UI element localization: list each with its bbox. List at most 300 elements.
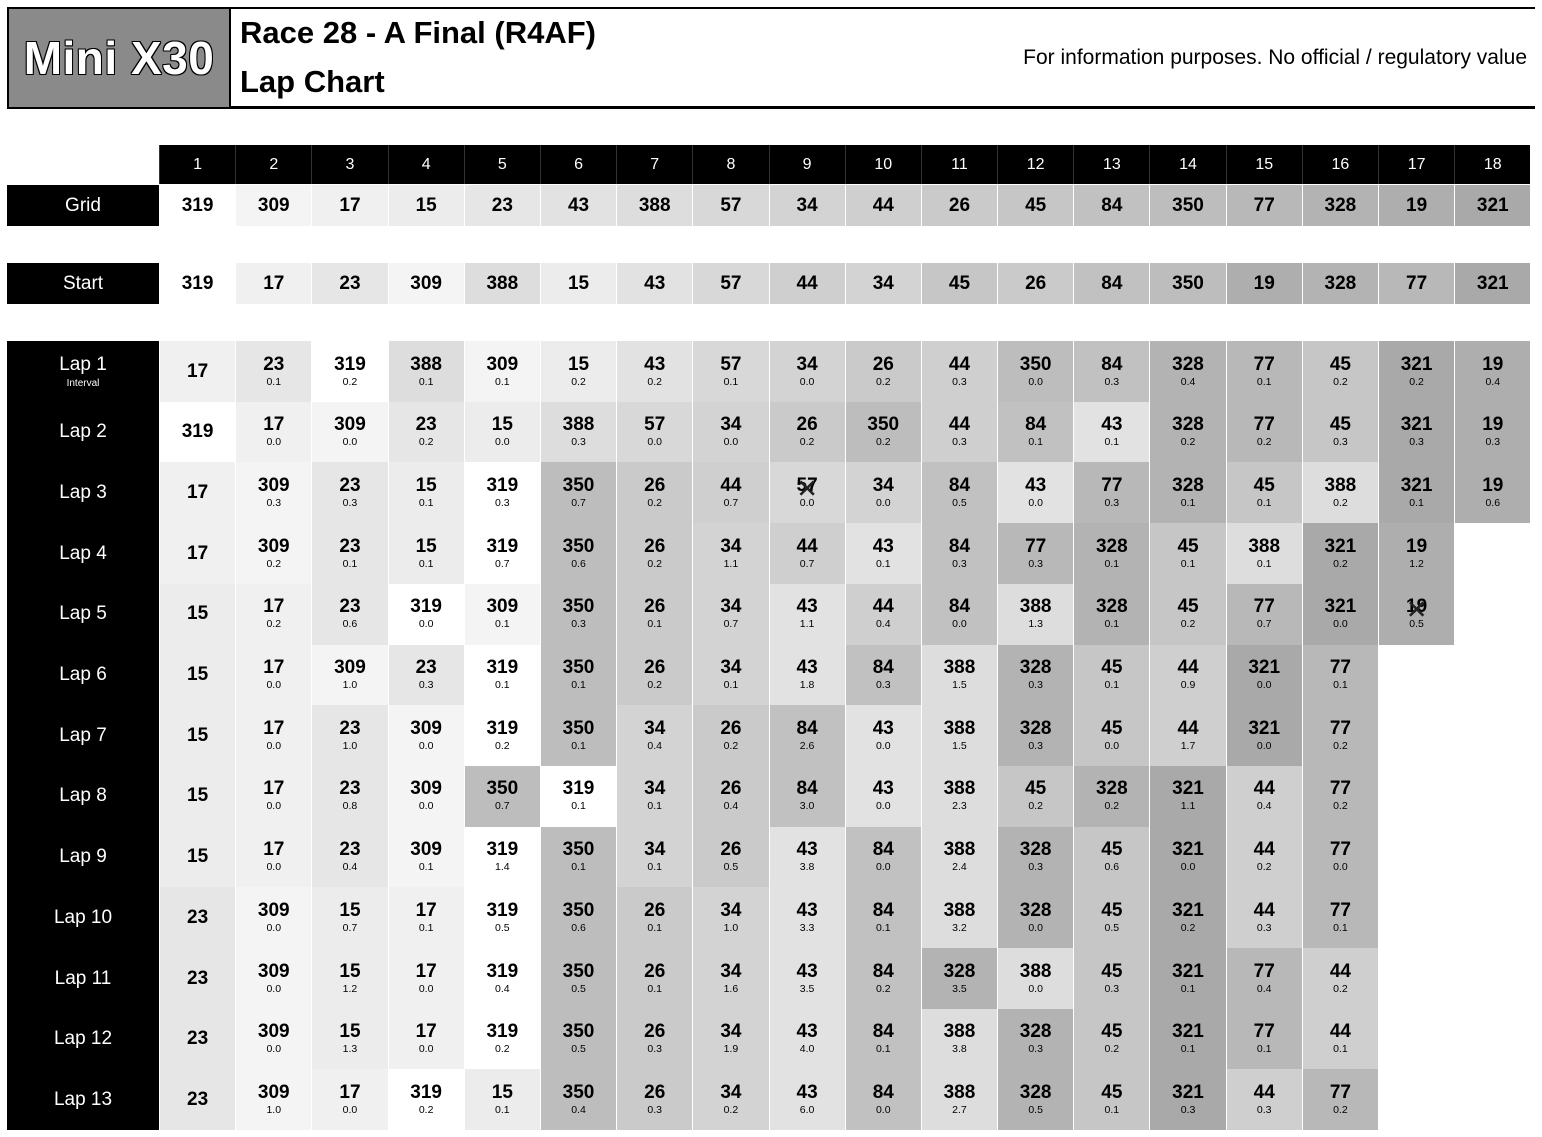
driver-cell <box>388 1069 464 1130</box>
row-label-text: Lap 7 <box>59 724 107 746</box>
kart-number: 23 <box>491 194 513 216</box>
kart-number: 388 <box>1019 596 1052 618</box>
interval-value: 0.3 <box>952 557 967 570</box>
kart-number: 388 <box>638 194 671 216</box>
interval-value: 1.7 <box>1180 739 1196 752</box>
interval-value: 0.1 <box>1409 496 1424 509</box>
driver-cell <box>769 462 845 523</box>
driver-cell <box>540 1009 616 1070</box>
position-header: 8 <box>692 145 768 184</box>
interval-value: 0.0 <box>1104 739 1120 752</box>
kart-number: 44 <box>796 535 818 557</box>
kart-number: 319 <box>486 1021 519 1043</box>
driver-cell <box>616 462 692 523</box>
kart-number: 17 <box>415 899 437 921</box>
interval-value: 0.3 <box>647 1043 663 1056</box>
interval-value: 0.7 <box>571 496 586 509</box>
driver-cell <box>388 766 464 827</box>
driver-cell <box>692 462 768 523</box>
interval-value: 0.2 <box>342 375 358 388</box>
kart-number: 321 <box>1248 717 1281 739</box>
driver-cell <box>311 402 387 463</box>
driver-cell <box>464 766 540 827</box>
interval-value: 0.0 <box>952 618 967 631</box>
driver-cell <box>845 645 921 706</box>
driver-cell <box>616 1009 692 1070</box>
driver-cell <box>1226 402 1302 463</box>
interval-value: 0.1 <box>342 557 358 570</box>
driver-cell <box>159 645 235 706</box>
driver-cell <box>159 1009 235 1070</box>
driver-cell <box>464 523 540 584</box>
driver-cell <box>769 1069 845 1130</box>
driver-cell <box>311 705 387 766</box>
kart-number: 57 ✕ <box>797 476 818 496</box>
driver-cell <box>921 827 997 888</box>
kart-number: 350 <box>1019 353 1052 375</box>
kart-number: 350 <box>562 474 595 496</box>
kart-number: 26 <box>644 1021 666 1043</box>
kart-number: 328 <box>1095 535 1128 557</box>
interval-value: 0.2 <box>1180 921 1196 934</box>
kart-number: 15 <box>415 474 437 496</box>
interval-value: 0.2 <box>1333 375 1348 388</box>
lap-row <box>7 766 1378 827</box>
driver-cell <box>1378 402 1454 463</box>
kart-number: 26 <box>720 839 742 861</box>
kart-number: 43 <box>1101 414 1123 436</box>
driver-cell <box>692 948 768 1009</box>
kart-number: 84 <box>796 778 818 800</box>
kart-number: 328 <box>1324 272 1357 294</box>
interval-value: 0.2 <box>1180 436 1196 449</box>
kart-number: 321 <box>1400 474 1433 496</box>
driver-cell <box>540 766 616 827</box>
interval-value: 0.1 <box>1256 557 1272 570</box>
row-label <box>7 827 159 888</box>
kart-number: 77 <box>1253 414 1275 436</box>
interval-value: 0.0 <box>418 982 434 995</box>
lap-row <box>7 1069 1378 1130</box>
driver-cell <box>692 645 768 706</box>
kart-number: 350 <box>867 414 900 436</box>
driver-cell <box>1226 185 1302 226</box>
interval-value: 0.8 <box>342 800 358 813</box>
kart-number: 44 <box>948 353 971 375</box>
interval-value: 0.2 <box>1409 375 1424 388</box>
driver-cell <box>235 887 311 948</box>
driver-cell <box>1073 645 1149 706</box>
driver-cell <box>388 645 464 706</box>
interval-value: 0.1 <box>418 861 434 874</box>
kart-number: 77 <box>1253 353 1275 375</box>
kart-number: 45 <box>1101 1081 1123 1103</box>
kart-number: 328 <box>943 960 976 982</box>
report-header <box>7 7 1535 109</box>
kart-number: 309 <box>257 1081 290 1103</box>
driver-cell <box>1226 827 1302 888</box>
driver-cell <box>1302 766 1378 827</box>
kart-number: 84 <box>872 1081 894 1103</box>
class-name-box <box>7 7 231 109</box>
kart-number: 77 <box>1329 778 1351 800</box>
driver-cell <box>769 705 845 766</box>
kart-number: 388 <box>943 778 976 800</box>
driver-cell <box>235 584 311 645</box>
driver-cell <box>235 402 311 463</box>
driver-cell <box>616 887 692 948</box>
driver-cell <box>388 462 464 523</box>
kart-number: 44 <box>1253 1081 1275 1103</box>
driver-cell <box>159 887 235 948</box>
interval-value: 0.2 <box>1333 1103 1348 1116</box>
driver-cell <box>769 645 845 706</box>
position-header: 12 <box>997 145 1073 184</box>
kart-number: 26 <box>796 414 818 436</box>
kart-number: 15 <box>567 353 590 375</box>
kart-number: 23 <box>339 535 361 557</box>
kart-number: 77 <box>1329 839 1351 861</box>
kart-number: 45 <box>1025 194 1047 216</box>
interval-value: 0.0 <box>342 1103 358 1116</box>
driver-cell <box>845 948 921 1009</box>
kart-number: 350 <box>562 1021 595 1043</box>
driver-cell <box>692 887 768 948</box>
kart-number: 350 <box>562 960 595 982</box>
position-header: 6 <box>540 145 616 184</box>
row-label-text: Lap 6 <box>59 664 107 685</box>
interval-value: 0.1 <box>1104 557 1120 570</box>
driver-cell <box>616 584 692 645</box>
position-header: 17 <box>1378 145 1454 184</box>
kart-number: 45 <box>1329 353 1351 375</box>
kart-number: 23 <box>339 839 361 861</box>
lap-row <box>7 1009 1378 1070</box>
kart-number: 43 <box>796 596 818 618</box>
row-label <box>7 523 159 584</box>
interval-value: 3.5 <box>799 982 815 995</box>
kart-number: 350 <box>562 717 595 739</box>
driver-cell <box>769 887 845 948</box>
kart-number: 23 <box>187 1028 209 1050</box>
driver-cell <box>159 185 235 226</box>
kart-number: 388 <box>943 1081 976 1103</box>
kart-number: 388 <box>1324 474 1357 496</box>
driver-cell <box>540 705 616 766</box>
row-label <box>7 1069 159 1130</box>
interval-value: 0.5 <box>571 982 586 995</box>
driver-cell <box>1226 584 1302 645</box>
driver-cell <box>464 887 540 948</box>
interval-value: 0.1 <box>1028 436 1043 449</box>
driver-cell <box>997 402 1073 463</box>
interval-value: 0.1 <box>1180 557 1196 570</box>
row-label <box>7 766 159 827</box>
interval-value: 0.7 <box>342 921 358 934</box>
kart-number: 19 <box>1482 353 1504 375</box>
interval-value: 0.4 <box>342 861 358 874</box>
driver-cell <box>1226 263 1302 304</box>
kart-number: 321 <box>1248 657 1281 678</box>
kart-number: 44 <box>1253 778 1275 800</box>
interval-value: 0.1 <box>418 921 434 934</box>
interval-value: 0.3 <box>952 375 967 388</box>
driver-cell <box>311 1069 387 1130</box>
kart-number: 350 <box>486 778 519 800</box>
kart-number: 84 <box>948 474 971 496</box>
kart-number: 319 <box>410 596 442 618</box>
kart-number: 321 <box>1172 960 1204 982</box>
kart-number: 309 <box>410 839 442 861</box>
kart-number: 15 <box>415 535 437 557</box>
kart-number: 350 <box>562 535 595 557</box>
driver-cell <box>692 766 768 827</box>
interval-value: 2.4 <box>952 861 967 874</box>
driver-cell <box>540 263 616 304</box>
interval-value: 0.0 <box>1028 496 1043 509</box>
driver-cell <box>921 705 997 766</box>
kart-number: 34 <box>720 1081 742 1103</box>
kart-number: 34 <box>644 839 666 861</box>
interval-value: 0.0 <box>723 436 739 449</box>
kart-number: 321 <box>1172 1021 1204 1043</box>
driver-cell <box>540 887 616 948</box>
interval-value: 0.1 <box>495 1103 510 1116</box>
driver-cell <box>1302 584 1378 645</box>
kart-number: 84 <box>1101 194 1123 216</box>
driver-cell <box>692 584 768 645</box>
interval-value: 1.0 <box>342 679 358 691</box>
kart-number: 44 <box>720 474 742 496</box>
driver-cell <box>311 827 387 888</box>
kart-number: 388 <box>943 839 976 861</box>
kart-number: 321 <box>1172 899 1204 921</box>
kart-number: 328 <box>1019 839 1052 861</box>
row-label <box>7 705 159 766</box>
kart-number: 57 <box>720 353 742 375</box>
interval-value: 0.2 <box>799 436 815 449</box>
kart-number: 34 <box>644 717 666 739</box>
header-top-rule <box>231 7 1535 9</box>
kart-number: 388 <box>943 657 976 678</box>
driver-cell <box>845 705 921 766</box>
kart-number: 319 <box>181 272 214 294</box>
interval-value: 1.1 <box>723 557 739 570</box>
driver-cell <box>1378 462 1454 523</box>
interval-value: 0.4 <box>495 982 510 995</box>
driver-cell <box>159 462 235 523</box>
kart-number: 34 <box>720 1021 742 1043</box>
driver-cell <box>311 523 387 584</box>
interval-value: 1.3 <box>1028 618 1043 631</box>
kart-number: 17 <box>187 481 209 503</box>
interval-value: 0.4 <box>723 800 739 813</box>
kart-number: 26 <box>872 353 894 375</box>
driver-cell <box>1302 185 1378 226</box>
kart-number: 15 <box>187 664 209 685</box>
kart-number: 309 <box>486 596 519 618</box>
interval-value: 0.3 <box>1104 982 1120 995</box>
driver-cell <box>921 584 997 645</box>
driver-cell <box>1226 705 1302 766</box>
driver-cell <box>1073 1009 1149 1070</box>
kart-number: 309 <box>257 474 290 496</box>
driver-cell <box>921 1009 997 1070</box>
interval-value: 0.0 <box>342 436 358 449</box>
kart-number: 309 <box>257 1021 290 1043</box>
kart-number: 45 <box>1101 1021 1123 1043</box>
driver-cell <box>1073 827 1149 888</box>
row-label <box>7 462 159 523</box>
kart-number: 17 <box>263 717 285 739</box>
driver-cell <box>1149 766 1225 827</box>
driver-cell <box>997 948 1073 1009</box>
driver-cell <box>1226 1069 1302 1130</box>
chart-title: Lap Chart <box>240 64 385 99</box>
interval-value: 0.0 <box>418 800 434 813</box>
lap-row <box>7 341 1530 402</box>
kart-number: 319 <box>181 194 214 216</box>
driver-cell <box>616 185 692 226</box>
driver-cell <box>1226 645 1302 706</box>
driver-cell <box>1149 887 1225 948</box>
driver-cell <box>692 263 768 304</box>
interval-value: 0.2 <box>647 679 663 691</box>
interval-value: 0.3 <box>875 679 891 691</box>
interval-value: 0.1 <box>571 800 586 813</box>
interval-value: 1.8 <box>799 679 815 691</box>
interval-value: 0.0 <box>1333 861 1348 874</box>
kart-number: 44 <box>1329 1021 1351 1043</box>
driver-cell <box>616 523 692 584</box>
kart-number: 319 <box>562 778 595 800</box>
kart-number: 45 <box>948 272 971 294</box>
kart-number: 23 <box>339 778 361 800</box>
driver-cell <box>921 1069 997 1130</box>
driver-cell <box>845 887 921 948</box>
driver-cell <box>540 341 616 402</box>
interval-value: 0.1 <box>1180 1043 1196 1056</box>
kart-number: 328 <box>1172 353 1204 375</box>
driver-cell <box>1454 462 1530 523</box>
interval-value: 0.0 <box>1028 982 1043 995</box>
interval-value: 0.3 <box>952 436 967 449</box>
driver-cell <box>464 263 540 304</box>
driver-cell <box>769 1009 845 1070</box>
kart-number: 17 <box>263 657 285 678</box>
driver-cell <box>464 645 540 706</box>
interval-value: 0.3 <box>495 496 510 509</box>
kart-number: 84 <box>948 535 971 557</box>
kart-number: 77 <box>1329 717 1351 739</box>
lap-row <box>7 645 1378 706</box>
driver-cell <box>1073 263 1149 304</box>
driver-cell <box>464 584 540 645</box>
interval-value: 0.3 <box>647 1103 663 1116</box>
interval-value: 2.7 <box>952 1103 967 1116</box>
kart-number: 45 <box>1329 414 1351 436</box>
kart-number: 23 <box>339 474 361 496</box>
driver-cell <box>540 948 616 1009</box>
interval-value: 0.0 <box>799 375 815 388</box>
interval-value: 0.4 <box>647 739 663 752</box>
interval-value: 0.0 <box>647 436 663 449</box>
driver-cell <box>464 402 540 463</box>
kart-number: 309 <box>334 414 366 436</box>
driver-cell <box>1149 645 1225 706</box>
kart-number: 15 <box>339 1021 361 1043</box>
interval-value: 3.8 <box>799 861 815 874</box>
position-header: 16 <box>1302 145 1378 184</box>
kart-number: 19 ✕ <box>1406 597 1427 617</box>
row-label <box>7 1009 159 1070</box>
kart-number: 43 <box>644 272 666 294</box>
driver-cell <box>921 766 997 827</box>
kart-number: 17 <box>263 839 285 861</box>
kart-number: 17 <box>187 360 209 382</box>
kart-number: 26 <box>720 778 742 800</box>
kart-number: 43 <box>872 778 894 800</box>
interval-value: 0.0 <box>266 679 282 691</box>
driver-cell <box>1454 402 1530 463</box>
interval-value: 0.2 <box>571 375 586 388</box>
driver-cell <box>540 827 616 888</box>
kart-number: 17 <box>263 778 285 800</box>
interval-value: 0.0 <box>266 861 282 874</box>
kart-number: 84 <box>948 596 971 618</box>
kart-number: 45 <box>1101 657 1123 678</box>
driver-cell <box>1149 584 1225 645</box>
interval-value: 0.3 <box>1256 1103 1272 1116</box>
kart-number: 321 <box>1476 194 1509 216</box>
driver-cell <box>845 584 921 645</box>
driver-cell <box>1149 1069 1225 1130</box>
driver-cell <box>464 341 540 402</box>
kart-number: 26 <box>1025 272 1047 294</box>
kart-number: 321 <box>1172 778 1204 800</box>
position-header: 5 <box>464 145 540 184</box>
driver-cell <box>159 584 235 645</box>
interval-value: 0.4 <box>1256 800 1272 813</box>
kart-number: 328 <box>1019 899 1052 921</box>
driver-cell <box>1226 523 1302 584</box>
driver-cell <box>769 263 845 304</box>
interval-value: 0.2 <box>647 375 663 388</box>
kart-number: 26 <box>720 717 742 739</box>
driver-cell <box>464 827 540 888</box>
kart-number: 26 <box>644 1081 666 1103</box>
driver-cell <box>388 402 464 463</box>
kart-number: 26 <box>644 960 666 982</box>
class-name: Mini X30 <box>23 32 215 84</box>
kart-number: 43 <box>644 353 666 375</box>
interval-value: 0.7 <box>723 496 739 509</box>
interval-value: 0.2 <box>1333 496 1348 509</box>
driver-cell <box>1302 827 1378 888</box>
kart-number: 84 <box>1101 272 1123 294</box>
row-label-text: Lap 8 <box>59 785 107 807</box>
driver-cell <box>1149 402 1225 463</box>
driver-cell <box>692 1069 768 1130</box>
interval-value: 0.7 <box>1256 618 1272 631</box>
row-label-text: Lap 3 <box>59 481 107 503</box>
interval-value: 2.3 <box>952 800 967 813</box>
kart-number: 321 <box>1172 1081 1204 1103</box>
driver-cell <box>235 185 311 226</box>
driver-cell <box>921 462 997 523</box>
driver-cell <box>616 948 692 1009</box>
driver-cell <box>1073 1069 1149 1130</box>
